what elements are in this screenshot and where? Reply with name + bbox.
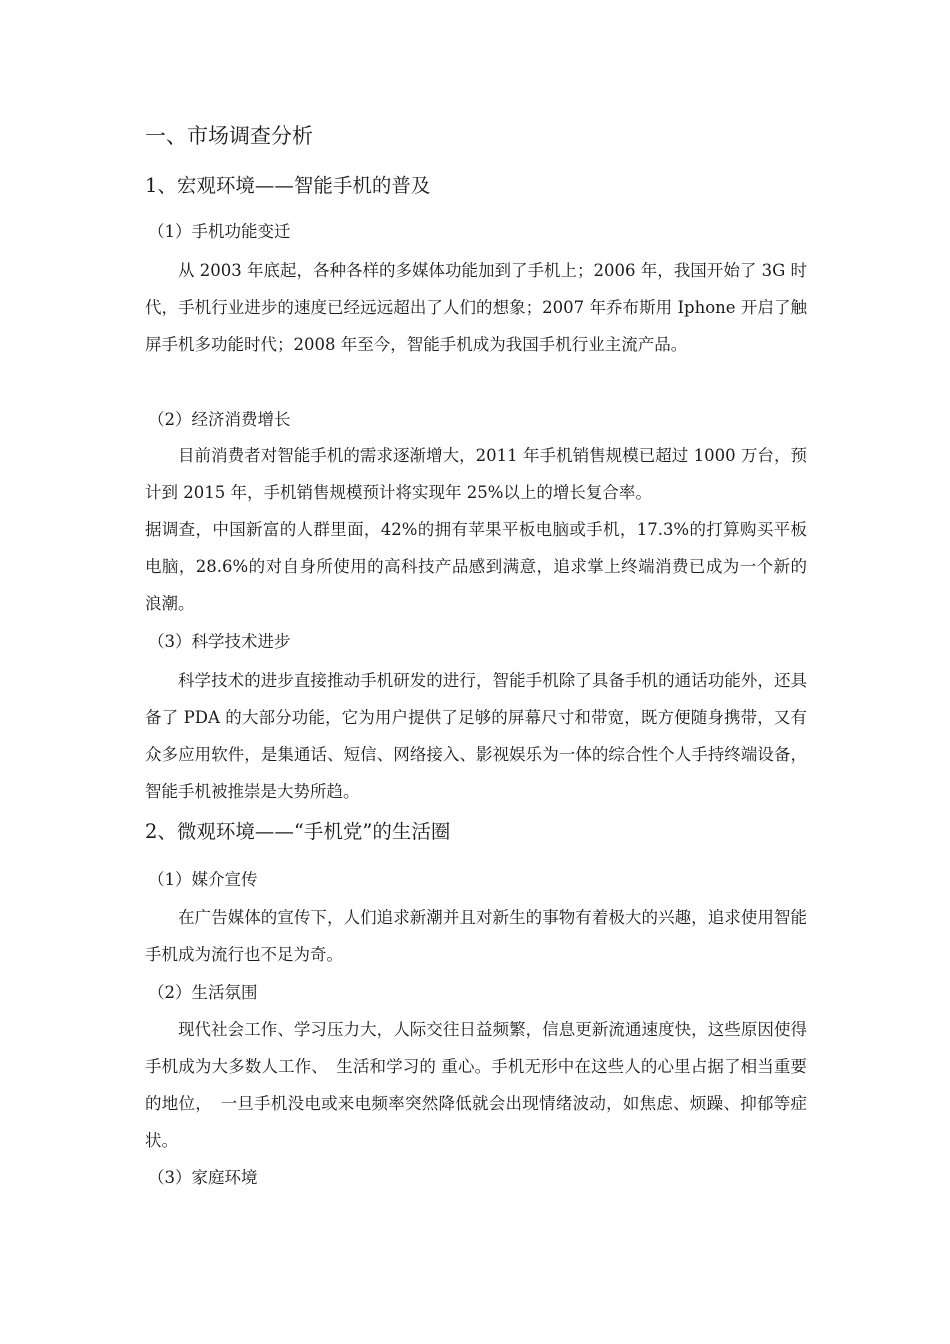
- subheading-phone-function: （1）手机功能变迁: [148, 222, 291, 241]
- paragraph-media: 在广告媒体的宣传下，人们追求新潮并且对新生的事物有着极大的兴趣，追求使用智能手机成为流行也不足为奇。: [145, 908, 807, 964]
- section-heading-market-analysis: 一、市场调查分析: [145, 124, 313, 148]
- paragraph-survey: 据调查，中国新富的人群里面，42%的拥有苹果平板电脑或手机，17.3%的打算购买平板电脑，28.6%的对自身所使用的高科技产品感到满意，追求掌上终端消费已成为一个新的浪潮。: [145, 520, 807, 613]
- heading-micro-environment: 2、微观环境——“手机党”的生活圈: [145, 820, 451, 843]
- heading-macro-environment: 1、宏观环境——智能手机的普及: [145, 174, 431, 197]
- paragraph-life-atmosphere: 现代社会工作、学习压力大，人际交往日益频繁，信息更新流通速度快，这些原因使得手机成为大多数人工作、 生活和学习的 重心。手机无形中在这些人的心里占据了相当重要的地位， 一旦手机没电或来电频率突然降低就会出现情绪波动，如焦虑、烦躁、抑郁等症状。: [145, 1020, 807, 1150]
- subheading-tech-progress: （3）科学技术进步: [148, 632, 291, 651]
- paragraph-phone-function: 从 2003 年底起，各种各样的多媒体功能加到了手机上；2006 年，我国开始了 3G 时代，手机行业进步的速度已经远远超出了人们的想象；2007 年乔布斯用 Iphone 开启了触屏手机多功能时代；2008 年至今，智能手机成为我国手机行业主流产品。: [145, 261, 807, 354]
- subheading-family: （3）家庭环境: [148, 1168, 258, 1187]
- subheading-life-atmosphere: （2）生活氛围: [148, 983, 258, 1002]
- paragraph-economic-growth: 目前消费者对智能手机的需求逐渐增大，2011 年手机销售规模已超过 1000 万台，预计到 2015 年，手机销售规模预计将实现年 25%以上的增长复合率。: [145, 446, 807, 502]
- subheading-economic-growth: （2）经济消费增长: [148, 410, 291, 429]
- paragraph-tech-progress: 科学技术的进步直接推动手机研发的进行，智能手机除了具备手机的通话功能外，还具备了 PDA 的大部分功能，它为用户提供了足够的屏幕尺寸和带宽，既方便随身携带，又有众多应用软件，是集通话、短信、网络接入、影视娱乐为一体的综合性个人手持终端设备，智能手机被推崇是大势所趋。: [145, 671, 807, 801]
- subheading-media: （1）媒介宣传: [148, 870, 258, 889]
